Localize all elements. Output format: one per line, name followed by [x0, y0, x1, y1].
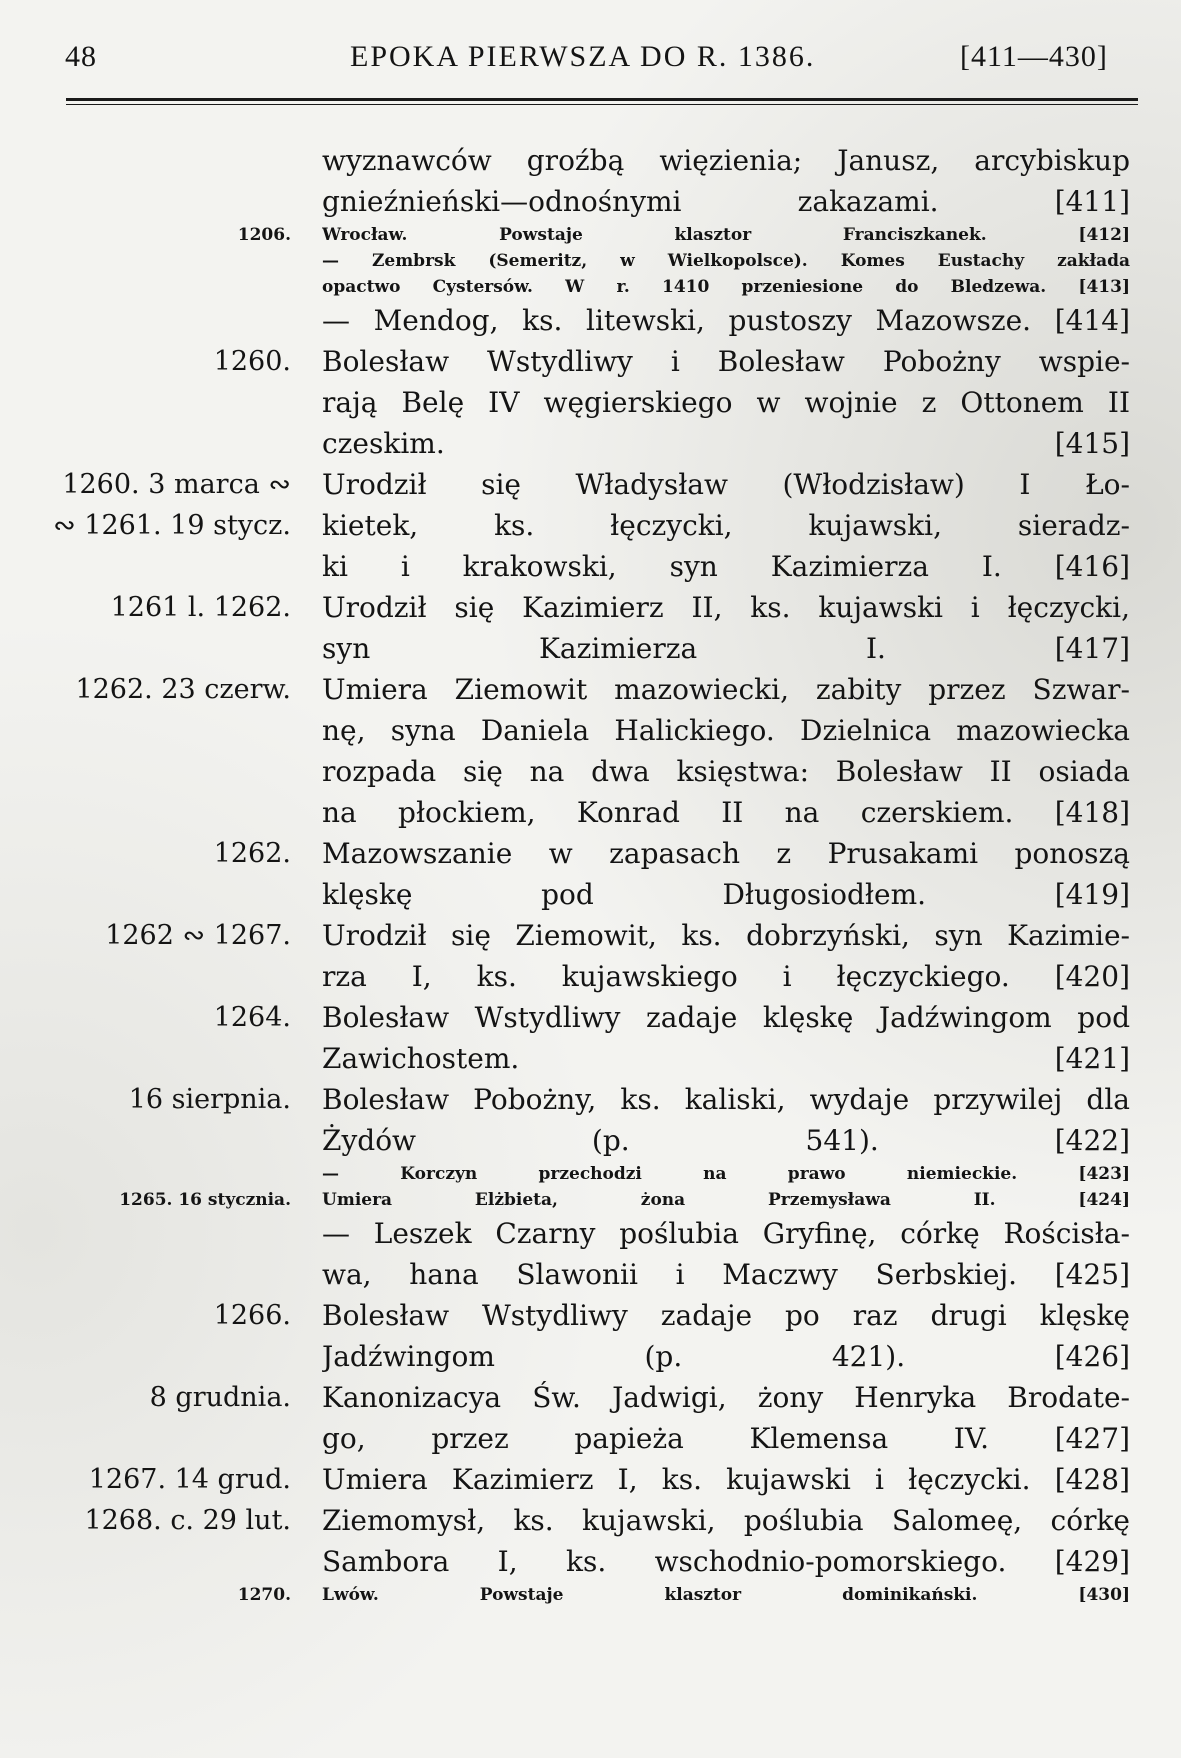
chronology-entry [0, 505, 1181, 587]
entry-text [322, 997, 1130, 1079]
entry-line: — Leszek Czarny poślubia Gryfinę, córkę Rościsła- [322, 1217, 1130, 1250]
entry-text [322, 1213, 1130, 1295]
entry-line: Ziemomysł, ks. kujawski, poślubia Salomeę, córkę [322, 1504, 1130, 1537]
entry-line: Lwów. Powstaje klasztor dominikański. [430] [322, 1585, 1130, 1605]
entry-line: rza I, ks. kujawskiego i łęczyckiego. [420] [322, 960, 1130, 993]
chronology-entry [0, 1079, 1181, 1161]
chronology-entry [0, 833, 1181, 915]
entry-range: [411—430] [960, 40, 1108, 73]
entry-date: 1270. [237, 1585, 291, 1605]
entry-line: ki i krakowski, syn Kazimierza I. [416] [322, 550, 1130, 583]
entry-text [322, 505, 1130, 587]
entry-line: Wrocław. Powstaje klasztor Franciszkanek. [412] [322, 225, 1130, 245]
entry-line: Umiera Ziemowit mazowiecki, zabity przez Szwar- [322, 673, 1130, 706]
entry-line: Żydów (p. 541). [422] [322, 1124, 1130, 1157]
entry-text [322, 833, 1130, 915]
page-number: 48 [65, 40, 97, 73]
entry-line: wyznawców groźbą więzienia; Janusz, arcybiskup [322, 144, 1130, 177]
entry-text [322, 1161, 1130, 1187]
entry-line: nę, syna Daniela Halickiego. Dzielnica mazowiecka [322, 714, 1130, 747]
entry-date: 1260. [213, 346, 291, 377]
entry-line: Zawichostem. [421] [322, 1042, 1130, 1075]
entry-date: 1261 l. 1262. [110, 592, 291, 623]
header-rule-thick [66, 98, 1138, 101]
chronology-entry [0, 248, 1181, 300]
entry-line: na płockiem, Konrad II na czerskiem. [418] [322, 796, 1130, 829]
chronology-entry [0, 1582, 1181, 1608]
entry-line: Jadźwingom (p. 421). [426] [322, 1340, 1130, 1373]
entry-line: Bolesław Wstydliwy i Bolesław Pobożny wspie- [322, 345, 1130, 378]
entry-line: klęskę pod Długosiodłem. [419] [322, 878, 1130, 911]
entry-text [322, 248, 1130, 300]
chronology-entry [0, 300, 1181, 341]
entry-line: syn Kazimierza I. [417] [322, 632, 1130, 665]
chronology-entry [0, 1213, 1181, 1295]
entry-text [322, 300, 1130, 341]
entry-line: Sambora I, ks. wschodnio-pomorskiego. [429] [322, 1545, 1130, 1578]
entry-line: Umiera Elżbieta, żona Przemysława II. [424] [322, 1190, 1130, 1210]
entry-line: rają Belę IV węgierskiego w wojnie z Ottonem II [322, 386, 1130, 419]
entry-date: 16 sierpnia. [128, 1084, 291, 1115]
entry-line: kietek, ks. łęczycki, kujawski, sieradz- [322, 509, 1130, 542]
chronology-entry [0, 915, 1181, 997]
chronology-list [0, 140, 1181, 1608]
chronology-entry [0, 140, 1181, 222]
entry-text [322, 1079, 1130, 1161]
entry-text [322, 915, 1130, 997]
entry-date: 1265. 16 stycznia. [119, 1190, 291, 1210]
entry-line: Urodził się Władysław (Włodzisław) I Ło- [322, 468, 1130, 501]
entry-line: Urodził się Ziemowit, ks. dobrzyński, syn Kazimie- [322, 919, 1130, 952]
chronology-entry [0, 1500, 1181, 1582]
entry-line: opactwo Cystersów. W r. 1410 przeniesione do Bledzewa. [413] [322, 277, 1130, 297]
entry-line: go, przez papieża Klemensa IV. [427] [322, 1422, 1130, 1455]
entry-text [322, 587, 1130, 669]
chronology-entry [0, 1161, 1181, 1187]
entry-date: 1262. [213, 838, 291, 869]
entry-text [322, 1582, 1130, 1608]
entry-line: wa, hana Slawonii i Maczwy Serbskiej. [425] [322, 1258, 1130, 1291]
chronology-entry [0, 1295, 1181, 1377]
entry-date: ∾ 1261. 19 stycz. [53, 510, 291, 541]
header-rule-thin [66, 104, 1138, 105]
entry-date: 1260. 3 marca ∾ [62, 469, 291, 500]
entry-date: 1264. [213, 1002, 291, 1033]
entry-date: 1268. c. 29 lut. [84, 1505, 291, 1536]
entry-date: 1267. 14 grud. [88, 1464, 291, 1495]
chronology-entry [0, 997, 1181, 1079]
entry-line: Kanonizacya Św. Jadwigi, żony Henryka Brodate- [322, 1381, 1130, 1414]
entry-text [322, 1187, 1130, 1213]
entry-line: Bolesław Pobożny, ks. kaliski, wydaje przywilej dla [322, 1083, 1130, 1116]
entry-text [322, 1500, 1130, 1582]
chronology-entry [0, 1187, 1181, 1213]
entry-date: 1262 ∾ 1267. [105, 920, 291, 951]
entry-text [322, 1377, 1130, 1459]
entry-text [322, 341, 1130, 464]
entry-date: 1266. [213, 1300, 291, 1331]
entry-date: 1262. 23 czerw. [75, 674, 291, 705]
chronology-entry [0, 669, 1181, 833]
entry-text [322, 222, 1130, 248]
entry-line: Bolesław Wstydliwy zadaje klęskę Jadźwingom pod [322, 1001, 1130, 1034]
entry-text [322, 464, 1130, 505]
entry-line: czeskim. [415] [322, 427, 1130, 460]
entry-line: Bolesław Wstydliwy zadaje po raz drugi klęskę [322, 1299, 1130, 1332]
running-header [55, 40, 1135, 100]
entry-text [322, 1295, 1130, 1377]
entry-line: — Mendog, ks. litewski, pustoszy Mazowsze. [414] [322, 304, 1130, 337]
running-title: EPOKA PIERWSZA DO R. 1386. [350, 40, 816, 73]
entry-date: 1206. [237, 225, 291, 245]
entry-line: rozpada się na dwa księstwa: Bolesław II osiada [322, 755, 1130, 788]
entry-line: Umiera Kazimierz I, ks. kujawski i łęczycki. [428] [322, 1463, 1130, 1496]
entry-text [322, 1459, 1130, 1500]
entry-date: 8 grudnia. [149, 1382, 291, 1413]
entry-line: — Zembrsk (Semeritz, w Wielkopolsce). Komes Eustachy zakłada [322, 251, 1130, 271]
entry-text [322, 669, 1130, 833]
chronology-entry [0, 222, 1181, 248]
chronology-entry [0, 1377, 1181, 1459]
chronology-entry [0, 341, 1181, 464]
chronology-entry [0, 464, 1181, 505]
entry-line: Mazowszanie w zapasach z Prusakami ponoszą [322, 837, 1130, 870]
entry-line: — Korczyn przechodzi na prawo niemieckie. [423] [322, 1164, 1130, 1184]
entry-text [322, 140, 1130, 222]
entry-line: Urodził się Kazimierz II, ks. kujawski i łęczycki, [322, 591, 1130, 624]
chronology-entry [0, 1459, 1181, 1500]
chronology-entry [0, 587, 1181, 669]
entry-line: gnieźnieński—odnośnymi zakazami. [411] [322, 185, 1130, 218]
